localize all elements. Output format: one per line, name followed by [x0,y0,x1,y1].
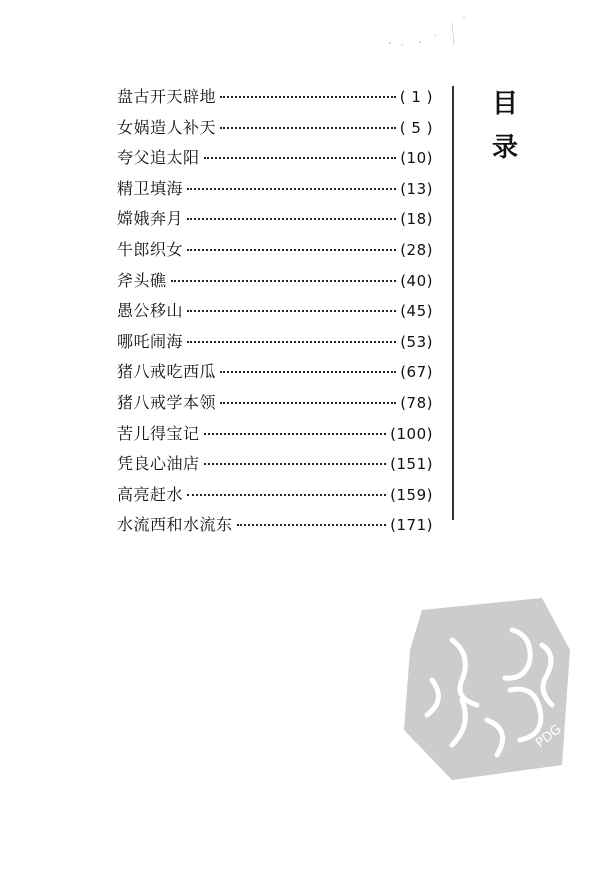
toc-entry-title: 水流西和水流东 [117,515,233,535]
toc-entry-title: 嫦娥奔月 [117,209,184,229]
dot-leader [187,310,396,312]
toc-entry-page: ( 5 ) [399,118,433,137]
toc-entry [117,359,433,390]
dot-leader [204,463,387,465]
toc-entry-title: 凭良心油店 [117,454,200,474]
toc-entry-title: 夸父追太阳 [117,148,200,168]
toc-entry-title: 高亮赶水 [117,484,184,504]
toc-entry-page: (40) [400,271,433,290]
toc-entry-page: (151) [390,455,433,474]
toc-entry [117,482,433,513]
table-of-contents [117,84,433,543]
toc-entry [117,298,433,329]
toc-entry-title: 哪吒闹海 [117,331,184,351]
pdg-watermark-stamp [392,590,592,790]
toc-entry-page: (45) [400,302,433,321]
dot-leader [204,157,397,159]
toc-heading [486,82,526,170]
toc-entry [117,206,433,237]
toc-entry-page: (78) [400,393,433,412]
toc-entry-title: 猪八戒吃西瓜 [117,362,217,382]
toc-entry-page: (53) [400,332,433,351]
toc-entry [117,268,433,299]
dot-leader [171,280,397,282]
toc-entry-title: 牛郎织女 [117,239,184,259]
scan-specks [380,5,480,55]
dot-leader [220,127,396,129]
toc-entry-title: 愚公移山 [117,301,184,321]
dot-leader [187,218,396,220]
toc-entry [117,512,433,543]
dot-leader [220,371,396,373]
dot-leader [187,249,396,251]
dot-leader [220,402,396,404]
vertical-divider [452,86,454,520]
toc-heading-char: 录 [491,133,520,163]
dot-leader [204,433,387,435]
toc-entry-page: (67) [400,363,433,382]
dot-leader [187,494,386,496]
toc-entry-page: (10) [400,149,433,168]
toc-entry-title: 女娲造人补天 [117,117,217,137]
toc-entry-page: (18) [400,210,433,229]
dot-leader [187,188,396,190]
dot-leader [237,524,387,526]
stamp-text: PDG [533,722,565,752]
toc-entry [117,115,433,146]
toc-entry-title: 精卫填海 [117,178,184,198]
toc-entry-page: (171) [390,516,433,535]
toc-entry-page: (13) [400,179,433,198]
toc-entry [117,329,433,360]
dot-leader [187,341,396,343]
toc-entry [117,237,433,268]
toc-entry-title: 苦儿得宝记 [117,423,200,443]
toc-entry [117,390,433,421]
toc-entry [117,84,433,115]
toc-entry-title: 盘古开天辟地 [117,87,217,106]
toc-entry-title: 猪八戒学本领 [117,392,217,412]
dot-leader [220,96,396,98]
toc-heading-char: 目 [491,89,520,119]
seal-icon [392,590,592,790]
toc-entry [117,145,433,176]
toc-entry-page: (159) [390,485,433,504]
toc-entry-page: (100) [390,424,433,443]
toc-entry [117,176,433,207]
toc-entry [117,421,433,452]
toc-entry-page: (28) [400,240,433,259]
toc-entry [117,451,433,482]
toc-entry-title: 斧头礁 [117,270,167,290]
toc-entry-page: ( 1 ) [399,88,433,106]
